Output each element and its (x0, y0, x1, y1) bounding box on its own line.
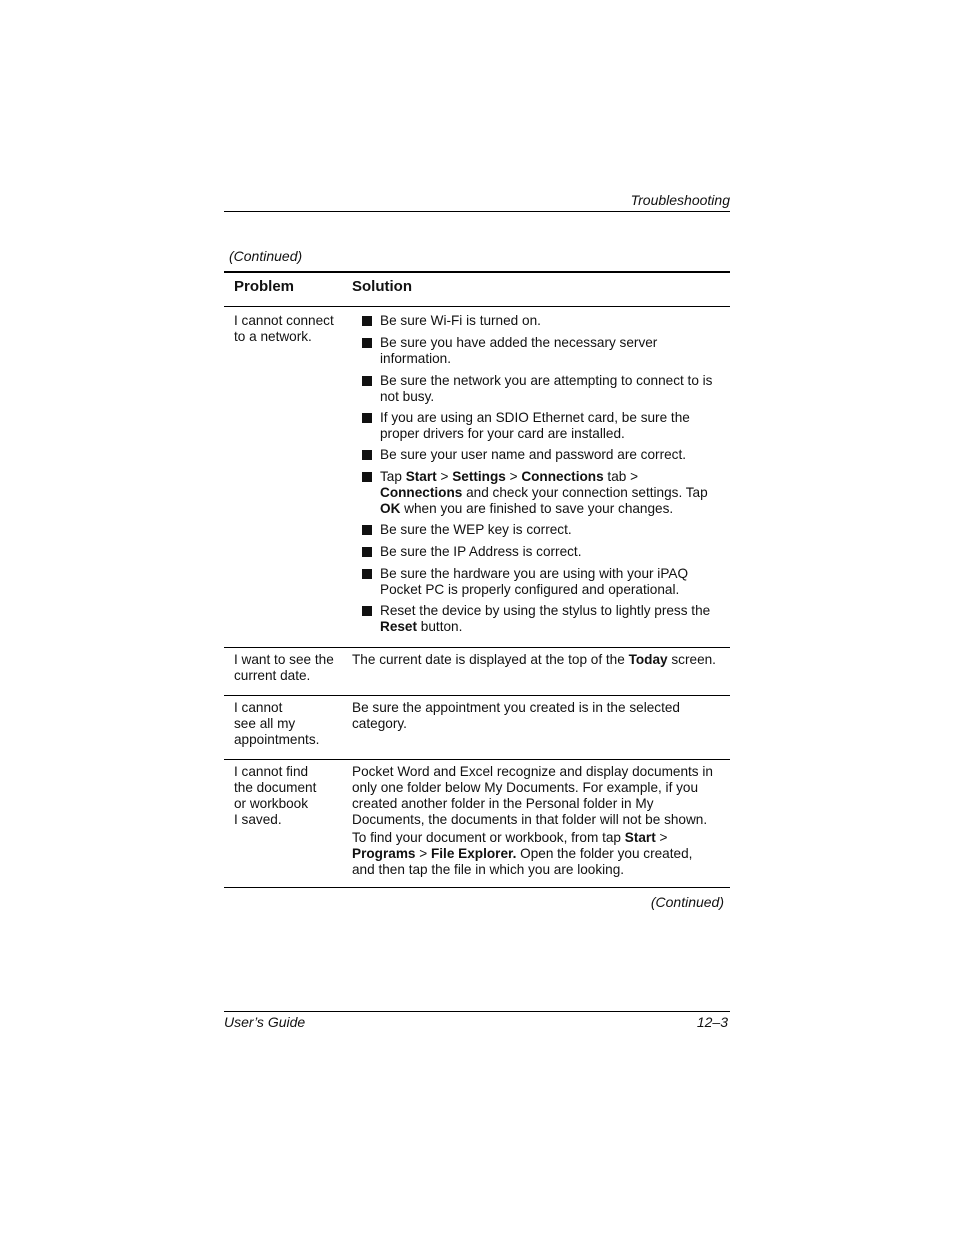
running-header: Troubleshooting (630, 192, 730, 208)
square-bullet-icon (362, 547, 372, 557)
footer-rule (224, 1011, 730, 1012)
row2-solution: The current date is displayed at the top of the Today screen. (352, 652, 716, 667)
header-rule (224, 211, 730, 212)
square-bullet-icon (362, 338, 372, 348)
row3-solution: Be sure the appointment you created is in the selected category. (352, 700, 680, 731)
page-number: 12–3 (696, 1014, 728, 1030)
row3-problem: I cannot see all my appointments. (234, 700, 320, 747)
row-divider (224, 647, 730, 648)
square-bullet-icon (362, 606, 372, 616)
row1-problem: I cannot connect to a network. (234, 313, 334, 344)
table-bottom-rule (224, 887, 730, 888)
row-divider (224, 759, 730, 760)
row4-problem: I cannot find the document or workbook I saved. (234, 764, 317, 827)
row-divider (224, 695, 730, 696)
square-bullet-icon (362, 472, 372, 482)
square-bullet-icon (362, 316, 372, 326)
column-header-solution: Solution (352, 278, 412, 295)
row4-solution-para2: To find your document or workbook, from tap Start > Programs > File Explorer. Open the folder you created, and then tap the file in which you are looking. (352, 830, 693, 877)
footer-title: User’s Guide (224, 1014, 306, 1030)
square-bullet-icon (362, 569, 372, 579)
column-header-problem: Problem (234, 278, 295, 295)
table-continued-bottom: (Continued) (650, 894, 724, 910)
square-bullet-icon (362, 413, 372, 423)
table-header-rule (224, 306, 730, 307)
table-continued-top: (Continued) (229, 248, 303, 264)
row2-problem: I want to see the current date. (234, 652, 334, 683)
table-top-rule (224, 271, 730, 273)
row4-solution-para1: Pocket Word and Excel recognize and display documents in only one folder below My Documents. For example, if you created another folder in the Personal folder in My Documents, the documents in that folder will not be shown. (352, 764, 713, 827)
square-bullet-icon (362, 450, 372, 460)
square-bullet-icon (362, 376, 372, 386)
square-bullet-icon (362, 525, 372, 535)
